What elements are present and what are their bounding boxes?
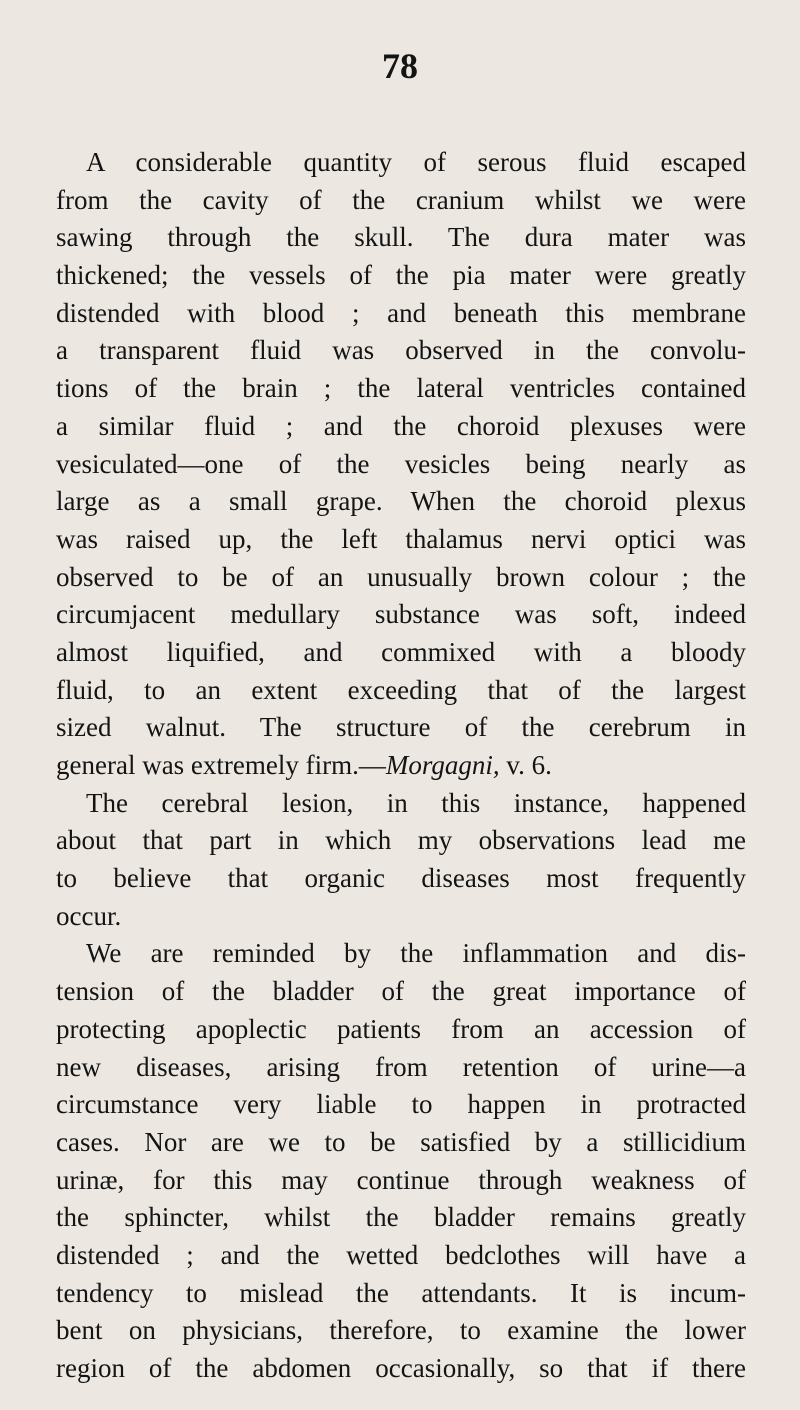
text-line: from the cavity of the cranium whilst we were [56,184,746,215]
citation-author: Morgagni, [385,750,500,780]
text-line: sawing through the skull. The dura mater was [56,222,746,253]
text-line: tendency to mislead the attendants. It is incum- [56,1277,746,1308]
text-line: A considerable quantity of serous fluid escaped [86,147,746,177]
text-line: region of the abdomen occasionally, so that if there [56,1353,746,1383]
text-line: We are reminded by the inflammation and dis- [86,938,746,969]
text-line: large as a small grape. When the choroid plexus [56,486,746,517]
text-line: distended with blood ; and beneath this membrane [56,297,746,328]
text-line: about that part in which my observations lead me [56,825,746,856]
text-line: tions of the brain ; the lateral ventricles contained [56,373,746,404]
text-line: vesiculated—one of the vesicles being nearly as [56,448,746,479]
page-number: 78 [382,46,418,86]
body-text [56,144,746,1388]
text-line: circumjacent medullary substance was soft, indeed [56,599,746,630]
text-line: cases. Nor are we to be satisfied by a stillicidium [56,1126,746,1157]
text-line: almost liquified, and commixed with a bloody [56,636,746,667]
text-line: new diseases, arising from retention of urine—a [56,1051,746,1082]
text-line: distended ; and the wetted bedclothes will have a [56,1239,746,1270]
text-line: the sphincter, whilst the bladder remains greatly [56,1202,746,1233]
text-line: tension of the bladder of the great importance of [56,976,746,1007]
text-line: a transparent fluid was observed in the convolu- [56,335,746,366]
text-line [56,747,746,785]
text-line: The cerebral lesion, in this instance, happened [86,787,746,818]
text-line: sized walnut. The structure of the cerebrum in [56,712,746,743]
text-line: observed to be of an unusually brown colour ; the [56,561,746,592]
text-segment: general was extremely firm.— [56,750,386,780]
text-line: bent on physicians, therefore, to examine the lower [56,1315,746,1346]
text-line: thickened; the vessels of the pia mater were greatly [56,260,746,291]
text-line: fluid, to an extent exceeding that of the largest [56,674,746,705]
text-line: occur. [56,900,122,931]
text-line: urinæ, for this may continue through weakness of [56,1164,746,1195]
citation-volume: v. 6. [499,750,552,780]
text-line: protecting apoplectic patients from an accession of [56,1013,746,1044]
text-line: a similar fluid ; and the choroid plexuses were [56,410,746,441]
text-line: was raised up, the left thalamus nervi optici was [56,523,746,554]
text-line: circumstance very liable to happen in protracted [56,1089,746,1120]
text-line: to believe that organic diseases most frequently [56,863,746,894]
